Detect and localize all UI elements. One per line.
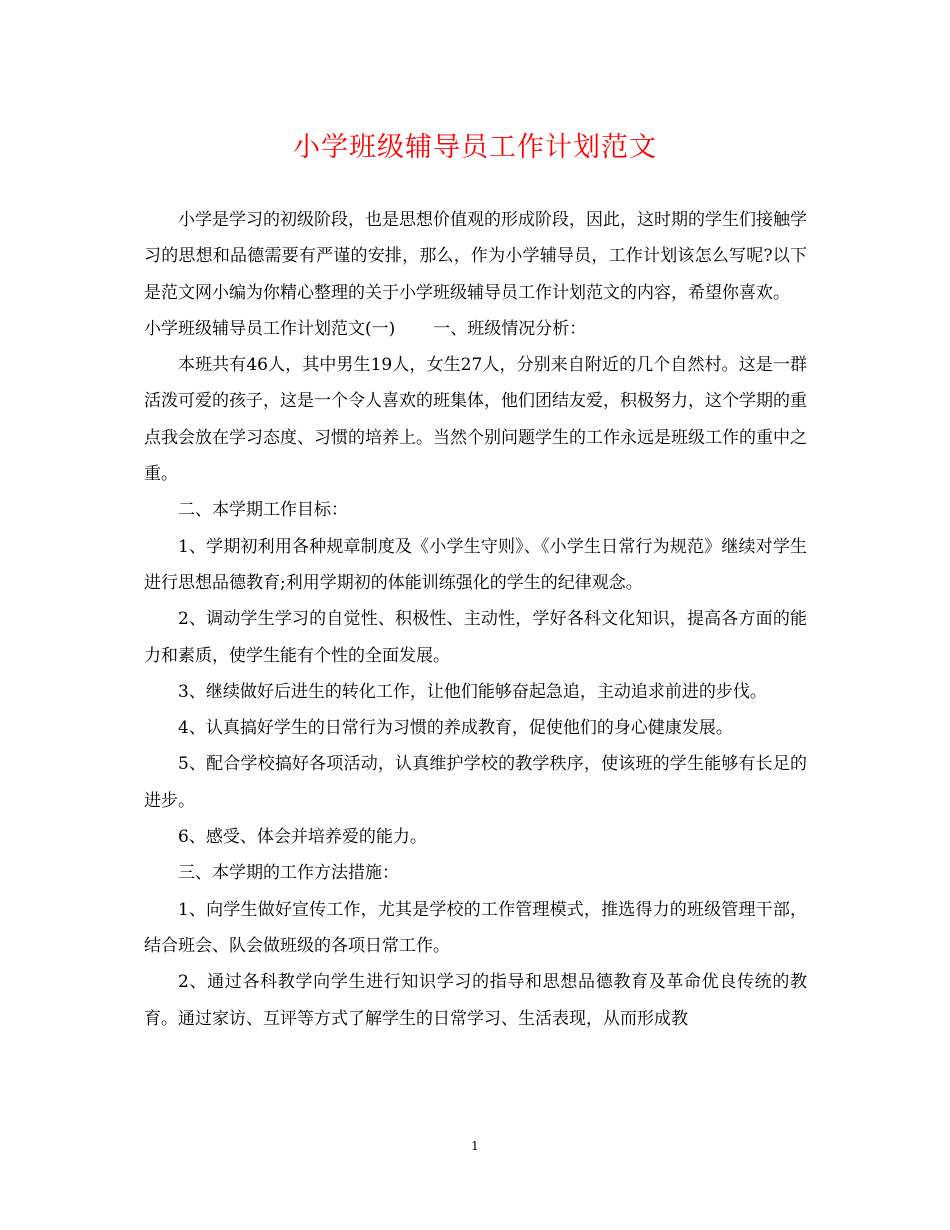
intro-paragraph: 小学是学习的初级阶段，也是思想价值观的形成阶段，因此，这时期的学生们接触学习的思想和品德需要有严谨的安排，那么，作为小学辅导员，工作计划该怎么写呢?以下是范文网小编为你精心整理的关于小学班级辅导员工作计划范文的内容，希望你喜欢。 xyxy=(144,210,807,303)
page-number: 1 xyxy=(471,1139,479,1153)
methods-heading: 三、本学期的工作方法措施： xyxy=(178,863,399,884)
method-item-1: 1、向学生做好宣传工作，尤其是学校的工作管理模式，推选得力的班级管理干部，结合班会、队会做班级的各项日常工作。 xyxy=(144,899,807,956)
section-title: 小学班级辅导员工作计划范文(一) xyxy=(144,318,396,339)
document-body xyxy=(144,202,807,1037)
goal-item-3: 3、继续做好后进生的转化工作，让他们能够奋起急追，主动追求前进的步伐。 xyxy=(178,681,767,702)
goal-item-4: 4、认真搞好学生的日常行为习惯的养成教育，促使他们的身心健康发展。 xyxy=(178,718,733,739)
goals-heading: 二、本学期工作目标： xyxy=(178,500,348,521)
goal-item-5: 5、配合学校搞好各项活动，认真维护学校的教学秩序，使该班的学生能够有长足的进步。 xyxy=(144,754,807,811)
goal-item-2: 2、调动学生学习的自觉性、积极性、主动性，学好各科文化知识，提高各方面的能力和素质，使学生能有个性的全面发展。 xyxy=(144,609,807,666)
section-heading-line xyxy=(144,311,807,347)
document-title: 小学班级辅导员工作计划范文 xyxy=(293,132,657,163)
goal-item-1: 1、学期初利用各种规章制度及《小学生守则》、《小学生日常行为规范》继续对学生进行思想品德教育;利用学期初的体能训练强化的学生的纪律观念。 xyxy=(144,536,807,593)
method-item-2: 2、通过各科教学向学生进行知识学习的指导和思想品德教育及革命优良传统的教育。通过家访、互评等方式了解学生的日常学习、生活表现，从而形成教 xyxy=(144,972,807,1029)
section-subheading: 一、班级情况分析： xyxy=(433,318,587,339)
goal-item-6: 6、感受、体会并培养爱的能力。 xyxy=(178,827,427,848)
class-situation-paragraph: 本班共有46人，其中男生19人，女生27人，分别来自附近的几个自然村。这是一群活泼可爱的孩子，这是一个令人喜欢的班集体，他们团结友爱，积极努力，这个学期的重点我会放在学习态度、习惯的培养上。当然个别问题学生的工作永远是班级工作的重中之重。 xyxy=(144,355,807,485)
